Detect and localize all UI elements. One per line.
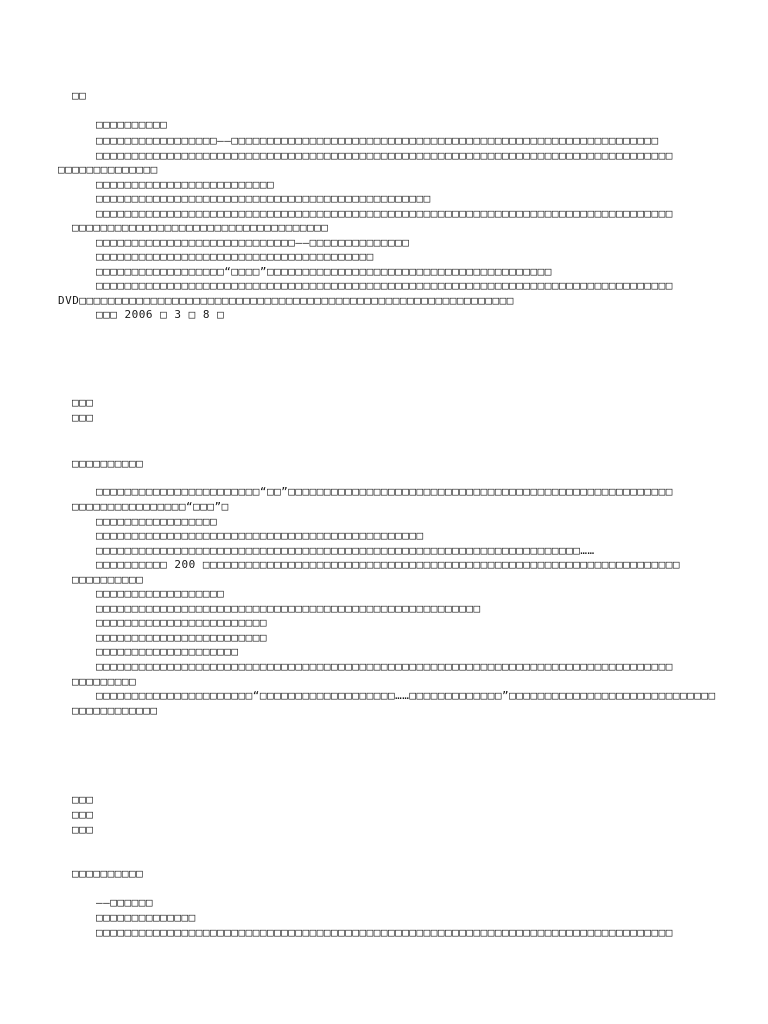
paragraph-line: □□□□□□□□□□□□□□□□□□□□□□□□□□□□□□□□□□□□□□□	[96, 250, 374, 263]
section-title: □□□□□□□□□□	[72, 867, 144, 880]
paragraph-line: □□□□□□□□□□□□□□□□□□□□□□□□	[96, 631, 267, 644]
paragraph-line: □□□□□□□□□	[72, 675, 137, 688]
document-page	[58, 0, 716, 1024]
paragraph-line: □□□□□□□□□□□□□□□□□□□□□□□□□□□□□□□□□□□□□□□□□□□□□□□□□□□□□□□□□□□□□□□□□□□□□□□□□□□□□□□□□	[96, 149, 673, 162]
paragraph-line: □□□□□□□□□□□□□□□□□	[96, 515, 218, 528]
paragraph-line: □□□□□□□□□□□□□□□□□□	[96, 587, 225, 600]
section-heading: □□□	[72, 396, 94, 409]
section-heading: □□□	[72, 823, 94, 836]
date-line: □□□ 2006 □ 3 □ 8 □	[96, 308, 225, 321]
paragraph-line: □□□□□□□□□□□□□□□□□□□□	[96, 645, 239, 658]
paragraph-line: □□□□□□□□□□□□	[72, 704, 158, 717]
paragraph-line: □□□□□□□□□□□□□□□□□□□□□□□□□□□□□□□□□□□□	[72, 221, 329, 234]
paragraph-line: □□□□□□□□□□□□□□□□□□□□□□□□□□□□□□□□□□□□□□□□□□□□□□□□□□□□□□□□□□□□□□□□□□□□□□□□□□□□□□□□□	[96, 207, 673, 220]
section-heading: □□□	[72, 411, 94, 424]
paragraph-line: □□□□□□□□□□□□□□□□□□□□□□□□□□□□□□□□□□□□□□□□□□□□□□□□□□□□□□□□□□□□□□□□□□□□□□□□□□□□□□□□□	[96, 926, 673, 939]
paragraph-line: □□□□□□□□□□□□□□□□□——□□□□□□□□□□□□□□□□□□□□□□□□□□□□□□□□□□□□□□□□□□□□□□□□□□□□□□□□□□□□	[96, 134, 659, 147]
paragraph-line: □□□□□□□□□□□□□□□□□□□□□□□□□□□□——□□□□□□□□□□□□□□	[96, 236, 410, 249]
paragraph-line: □□□□□□□□□□□□□□□□□□□□□□□□□□□□□□□□□□□□□□□□□□□□□□□□□□□□□□□□□□□□□□□□□□□□□□□□□□□□□□□□□	[96, 660, 673, 673]
section-title: □□□□□□□□□□	[72, 457, 144, 470]
paragraph-line: □□□□□□□□□□□□□□□□□□□□□□□□	[96, 616, 267, 629]
section-heading: □□□	[72, 793, 94, 806]
paragraph-line: □□□□□□□□□□□□□□□□□□□□□□“□□□□□□□□□□□□□□□□□□□……□□□□□□□□□□□□□”□□□□□□□□□□□□□□□□□□□□□□□□□□□□□	[96, 689, 716, 702]
paragraph-line: □□□□□□□□□□□□□□	[96, 911, 196, 924]
paragraph-line: □□□□□□□□□□ 200 □□□□□□□□□□□□□□□□□□□□□□□□□□□□□□□□□□□□□□□□□□□□□□□□□□□□□□□□□□□□□□□□□□□	[96, 558, 681, 571]
paragraph-line: □□□□□□□□□□□□□□□□□□□□□□□□□□□□□□□□□□□□□□□□□□□□□□□	[96, 192, 431, 205]
paragraph-line: DVD□□□□□□□□□□□□□□□□□□□□□□□□□□□□□□□□□□□□□□□□□□□□□□□□□□□□□□□□□□□□□	[58, 294, 514, 307]
paragraph-line: □□□□□□□□□□□□□□□□□□“□□□□”□□□□□□□□□□□□□□□□□□□□□□□□□□□□□□□□□□□□□□□□	[96, 265, 552, 278]
paragraph-line: □□□□□□□□□□□□□□□□□□□□□□□□□	[96, 178, 275, 191]
paragraph-line: □□□□□□□□□□	[72, 573, 144, 586]
paragraph-line: □□□□□□□□□□	[96, 118, 168, 131]
paragraph-line: □□□□□□□□□□□□□□□□□□□□□□□□□□□□□□□□□□□□□□□□□□□□□□□□□□□□□□□□□□□□□□□□□□□□……	[96, 544, 595, 557]
paragraph-line: □□□□□□□□□□□□□□□□□□□□□□□□□□□□□□□□□□□□□□□□□□□□□□□□□□□□□□	[96, 602, 481, 615]
paragraph-line: ——□□□□□□	[96, 896, 153, 909]
paragraph-line: □□□□□□□□□□□□□□□□□□□□□□□□□□□□□□□□□□□□□□□□□□□□□□	[96, 529, 424, 542]
paragraph-line: □□□□□□□□□□□□□□□□“□□□”□	[72, 500, 229, 513]
section-heading: □□□	[72, 808, 94, 821]
paragraph-line: □□□□□□□□□□□□□□□□□□□□□□□□□□□□□□□□□□□□□□□□□□□□□□□□□□□□□□□□□□□□□□□□□□□□□□□□□□□□□□□□□	[96, 279, 673, 292]
document-heading: □□	[72, 89, 87, 102]
paragraph-line: □□□□□□□□□□□□□□	[58, 163, 158, 176]
paragraph-line: □□□□□□□□□□□□□□□□□□□□□□□“□□”□□□□□□□□□□□□□□□□□□□□□□□□□□□□□□□□□□□□□□□□□□□□□□□□□□□□□□	[96, 485, 673, 498]
